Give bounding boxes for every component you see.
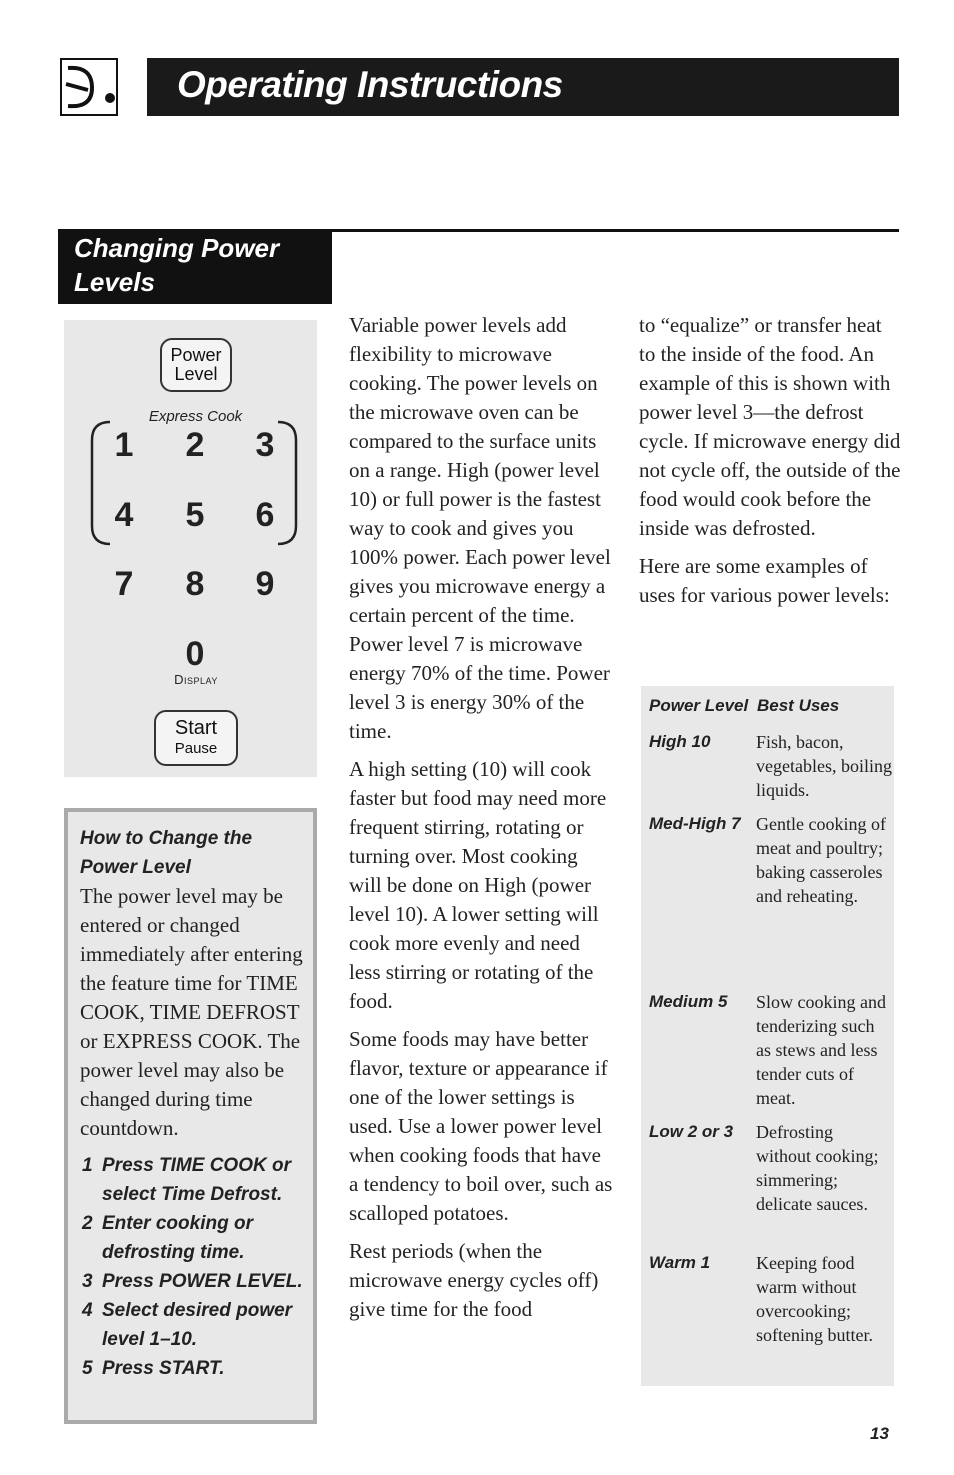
body-paragraph: Some foods may have better flavor, texture or appearance if one of the lower settings is used. Use a lower power level when cooking foods that have a tendency to boil over, such as scalloped potatoes. <box>349 1027 613 1225</box>
body-paragraph: to “equalize” or transfer heat to the inside of the food. An example of this is shown with power level 3—the defrost cycle. If microwave energy did not cycle off, the outside of the food would cook before the inside was defrosted. <box>639 313 901 540</box>
power-level-name: Low 2 or 3 <box>649 1122 734 1141</box>
power-level-use: Fish, bacon, vegetables, boiling liquids. <box>756 732 892 800</box>
display-label: Display <box>174 672 218 687</box>
page-title: Operating Instructions <box>177 64 563 105</box>
power-level-use: Gentle cooking of meat and poultry; baking casseroles and reheating. <box>756 814 886 906</box>
digit-key-2: 2 <box>185 426 205 464</box>
section-rule <box>332 229 899 232</box>
section-header <box>58 229 332 304</box>
start-pause-key <box>154 710 238 766</box>
power-level-name: Warm 1 <box>649 1253 711 1272</box>
digit-key-8: 8 <box>185 565 205 603</box>
body-column-2 <box>639 311 901 619</box>
digit-key-5: 5 <box>185 496 205 534</box>
how-to-steps <box>80 1151 313 1383</box>
step-number: 4 <box>82 1300 93 1321</box>
step-number: 3 <box>82 1271 93 1292</box>
step-item <box>80 1267 317 1296</box>
step-item <box>80 1209 317 1267</box>
power-level-name: Med-High 7 <box>649 814 741 833</box>
step-item <box>80 1354 317 1383</box>
step-number: 2 <box>82 1213 93 1234</box>
table-header-best-uses: Best Uses <box>757 696 840 715</box>
step-number: 5 <box>82 1358 93 1379</box>
digit-key-9: 9 <box>255 565 275 603</box>
title-bar <box>147 58 899 116</box>
table-header-power-level: Power Level <box>649 696 749 715</box>
digit-key-3: 3 <box>255 426 275 464</box>
digit-key-7: 7 <box>114 565 134 603</box>
body-column-1 <box>349 311 613 1333</box>
power-level-use: Defrosting without cooking; simmering; delicate sauces. <box>756 1122 879 1214</box>
step-item <box>80 1296 317 1354</box>
power-level-use: Keeping food warm without overcooking; softening butter. <box>756 1253 873 1345</box>
digit-key-0: 0 <box>185 635 205 673</box>
how-to-text: The power level may be entered or changed immediately after entering the feature time for TIME COOK, TIME DEFROST or EXPRESS COOK. The power level may also be changed during time countdown. <box>80 884 303 1140</box>
body-paragraph: Rest periods (when the microwave energy cycles off) give time for the food <box>349 1239 599 1321</box>
power-level-table <box>641 686 894 1386</box>
express-cook-label: Express Cook <box>148 408 243 425</box>
power-level-key <box>160 338 232 392</box>
step-number: 1 <box>82 1155 93 1176</box>
digit-key-4: 4 <box>114 496 134 534</box>
step-text: Enter cooking or defrosting time. <box>102 1213 253 1263</box>
step-text: Press POWER LEVEL. <box>102 1271 303 1292</box>
digit-key-6: 6 <box>255 496 275 534</box>
body-paragraph: A high setting (10) will cook faster but food may need more frequent stirring, rotating or turning over. Most cooking will be done on High (power level 10). A lower setting will cook more evenly and need less stirring or rotating of the food. <box>349 757 607 1013</box>
step-text: Select desired power level 1–10. <box>102 1300 293 1350</box>
power-level-name: High 10 <box>649 732 711 751</box>
how-to-heading: How to Change the Power Level <box>80 828 253 878</box>
pause-key-label: Pause <box>174 740 218 757</box>
brand-logo-icon <box>60 58 118 116</box>
start-key-label: Start <box>174 717 218 739</box>
power-key-line-2: Level <box>174 364 218 384</box>
power-level-name: Medium 5 <box>649 992 728 1011</box>
step-item <box>80 1151 317 1209</box>
digit-key-1: 1 <box>114 426 134 464</box>
keypad-illustration <box>64 320 317 777</box>
power-key-line-1: Power <box>170 345 222 365</box>
body-paragraph: Variable power levels add flexibility to microwave cooking. The power levels on the microwave oven can be compared to the surface units on a range. High (power level 10) or full power is the fastest way to cook and gives you 100% power. Each power level gives you microwave energy a certain percent of the time. Power level 7 is microwave energy 70% of the time. Power level 3 is energy 30% of the time. <box>349 313 611 743</box>
body-paragraph: Here are some examples of uses for various power levels: <box>639 554 890 607</box>
power-level-use: Slow cooking and tenderizing such as stews and less tender cuts of meat. <box>756 992 886 1108</box>
section-title: Changing Power Levels <box>74 233 280 297</box>
how-to-box <box>64 808 317 1424</box>
step-text: Press TIME COOK or select Time Defrost. <box>102 1155 291 1205</box>
page-number: 13 <box>870 1424 889 1443</box>
step-text: Press START. <box>102 1358 225 1379</box>
